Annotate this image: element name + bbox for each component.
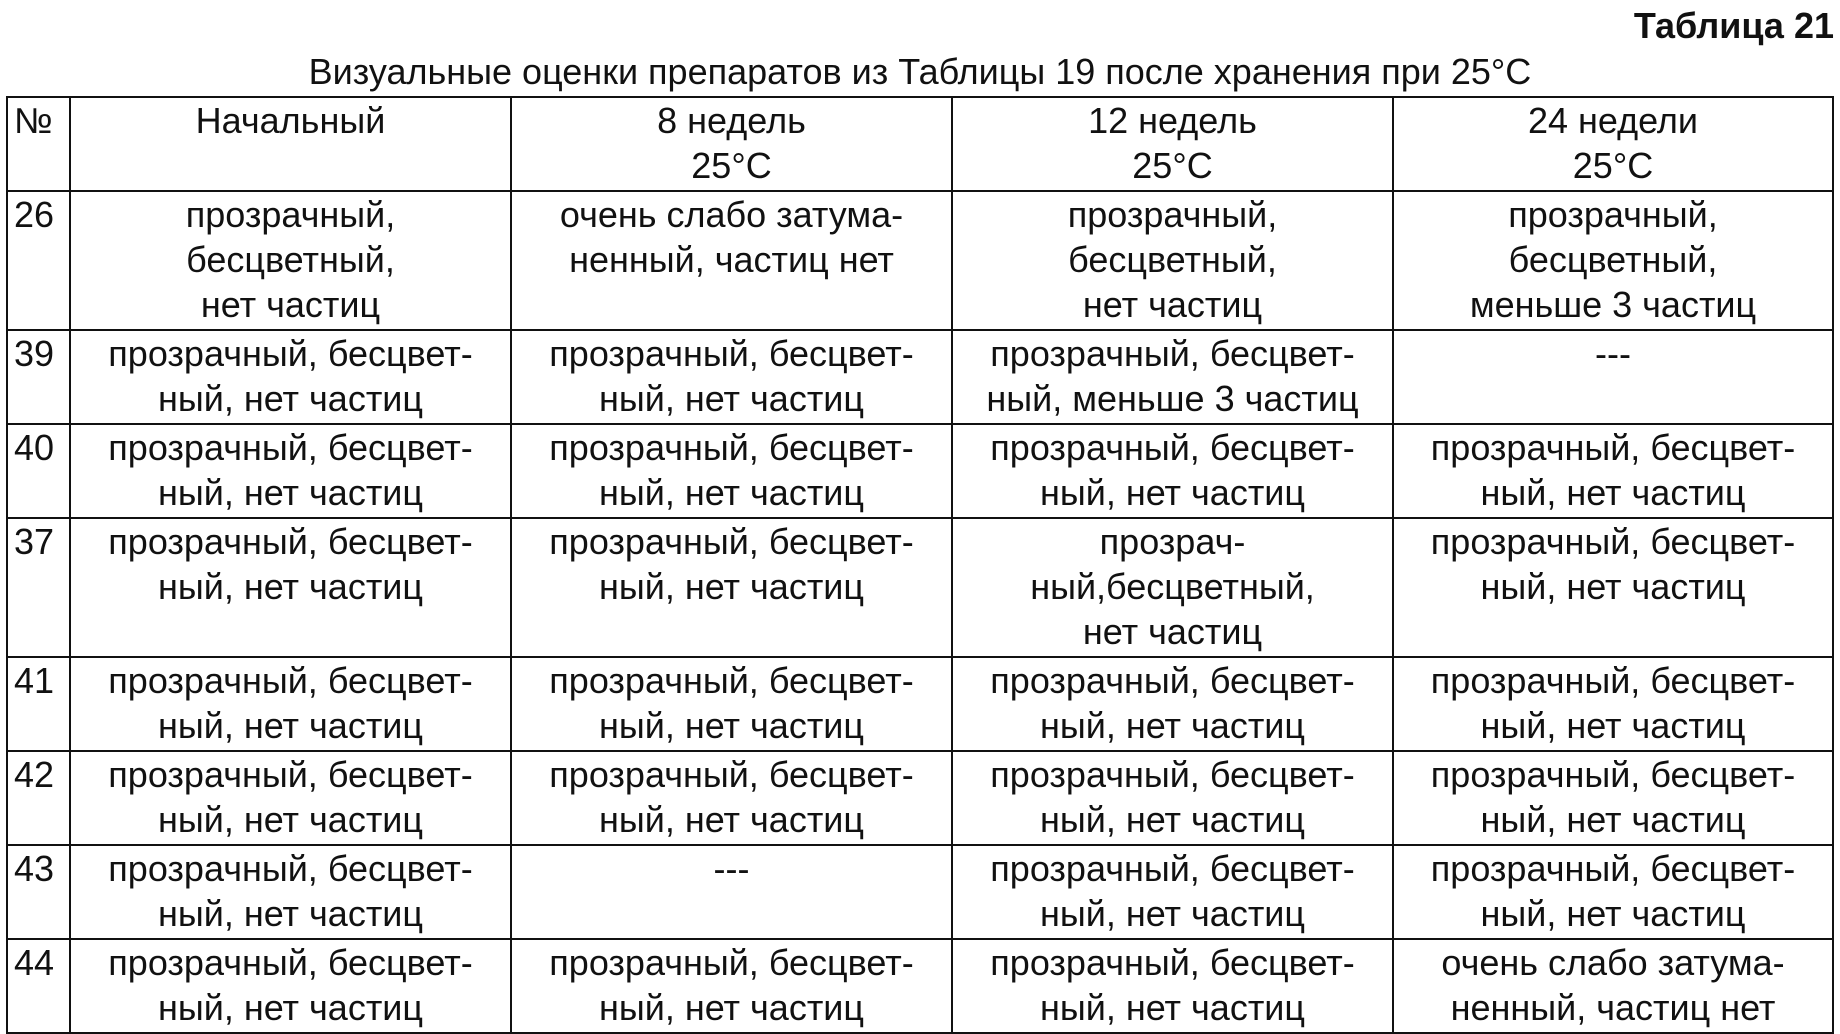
cell-12-weeks: прозрачный, бесцвет- ный, меньше 3 частиц — [952, 330, 1393, 424]
cell-24-weeks: прозрачный, бесцвет- ный, нет частиц — [1393, 845, 1833, 939]
row-number: 37 — [7, 518, 70, 657]
cell-24-weeks: прозрачный, бесцвет- ный, нет частиц — [1393, 657, 1833, 751]
row-number: 44 — [7, 939, 70, 1033]
header-row — [7, 97, 1833, 191]
cell-initial: прозрачный, бесцветный, нет частиц — [70, 191, 511, 330]
table-row — [7, 191, 1833, 330]
table-row — [7, 751, 1833, 845]
cell-24-weeks: --- — [1393, 330, 1833, 424]
cell-8-weeks: прозрачный, бесцвет- ный, нет частиц — [511, 518, 952, 657]
cell-initial: прозрачный, бесцвет- ный, нет частиц — [70, 845, 511, 939]
cell-12-weeks: прозрач- ный,бесцветный, нет частиц — [952, 518, 1393, 657]
table-row — [7, 330, 1833, 424]
header-8-weeks: 8 недель 25°C — [511, 97, 952, 191]
row-number: 42 — [7, 751, 70, 845]
table-row — [7, 518, 1833, 657]
table-row — [7, 657, 1833, 751]
cell-8-weeks: прозрачный, бесцвет- ный, нет частиц — [511, 939, 952, 1033]
table-row — [7, 424, 1833, 518]
cell-8-weeks: --- — [511, 845, 952, 939]
table-number: Таблица 21 — [1633, 5, 1834, 46]
table-row — [7, 939, 1833, 1033]
table-title: Визуальные оценки препаратов из Таблицы 19 после хранения при 25°C — [308, 51, 1532, 92]
row-number: 41 — [7, 657, 70, 751]
cell-24-weeks: прозрачный, бесцветный, меньше 3 частиц — [1393, 191, 1833, 330]
cell-8-weeks: очень слабо затума- ненный, частиц нет — [511, 191, 952, 330]
cell-8-weeks: прозрачный, бесцвет- ный, нет частиц — [511, 330, 952, 424]
cell-24-weeks: очень слабо затума- ненный, частиц нет — [1393, 939, 1833, 1033]
cell-8-weeks: прозрачный, бесцвет- ный, нет частиц — [511, 657, 952, 751]
cell-12-weeks: прозрачный, бесцвет- ный, нет частиц — [952, 751, 1393, 845]
evaluation-table — [6, 96, 1834, 1034]
row-number: 43 — [7, 845, 70, 939]
cell-initial: прозрачный, бесцвет- ный, нет частиц — [70, 751, 511, 845]
header-initial: Начальный — [70, 97, 511, 191]
cell-12-weeks: прозрачный, бесцвет- ный, нет частиц — [952, 424, 1393, 518]
cell-initial: прозрачный, бесцвет- ный, нет частиц — [70, 518, 511, 657]
cell-8-weeks: прозрачный, бесцвет- ный, нет частиц — [511, 424, 952, 518]
cell-initial: прозрачный, бесцвет- ный, нет частиц — [70, 424, 511, 518]
cell-12-weeks: прозрачный, бесцвет- ный, нет частиц — [952, 845, 1393, 939]
cell-8-weeks: прозрачный, бесцвет- ный, нет частиц — [511, 751, 952, 845]
cell-24-weeks: прозрачный, бесцвет- ный, нет частиц — [1393, 751, 1833, 845]
cell-12-weeks: прозрачный, бесцвет- ный, нет частиц — [952, 939, 1393, 1033]
cell-initial: прозрачный, бесцвет- ный, нет частиц — [70, 657, 511, 751]
row-number: 39 — [7, 330, 70, 424]
cell-12-weeks: прозрачный, бесцвет- ный, нет частиц — [952, 657, 1393, 751]
cell-24-weeks: прозрачный, бесцвет- ный, нет частиц — [1393, 518, 1833, 657]
table-row — [7, 845, 1833, 939]
cell-initial: прозрачный, бесцвет- ный, нет частиц — [70, 330, 511, 424]
cell-24-weeks: прозрачный, бесцвет- ный, нет частиц — [1393, 424, 1833, 518]
header-number: № — [7, 97, 70, 191]
row-number: 40 — [7, 424, 70, 518]
header-12-weeks: 12 недель 25°C — [952, 97, 1393, 191]
cell-12-weeks: прозрачный, бесцветный, нет частиц — [952, 191, 1393, 330]
header-24-weeks: 24 недели 25°C — [1393, 97, 1833, 191]
cell-initial: прозрачный, бесцвет- ный, нет частиц — [70, 939, 511, 1033]
row-number: 26 — [7, 191, 70, 330]
